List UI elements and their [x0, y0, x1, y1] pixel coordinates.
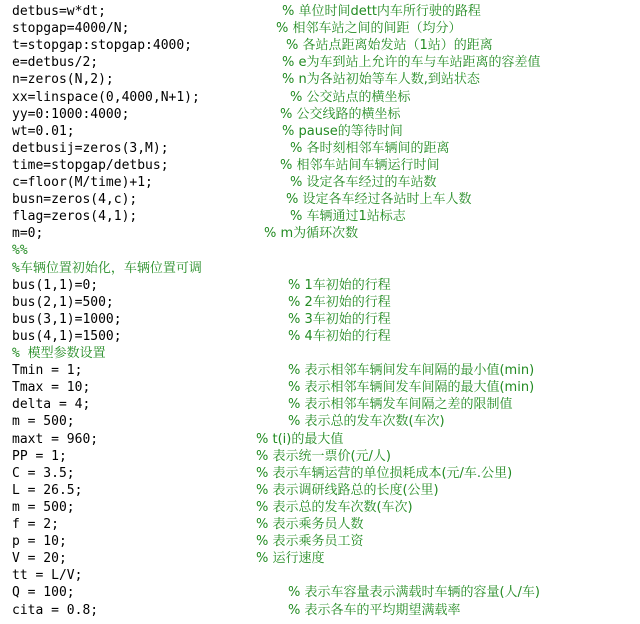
code-comment: % t(i)的最大值 — [256, 431, 344, 447]
code-text: time=stopgap/detbus; — [12, 157, 169, 173]
code-text: busn=zeros(4,c); — [12, 192, 138, 208]
code-comment: % 表示总的发车次数(车次) — [288, 414, 445, 430]
code-comment: % 表示调研线路总的长度(公里) — [256, 482, 439, 498]
code-text: detbusij=zeros(3,M); — [12, 140, 169, 156]
code-comment: % e为车到站上允许的车与车站距离的容差值 — [282, 55, 541, 71]
code-text: %% — [12, 243, 28, 259]
code-text: f = 2; — [12, 517, 59, 532]
code-text: xx=linspace(0,4000,N+1); — [12, 89, 200, 105]
code-comment: % n为各站初始等车人数,到站状态 — [282, 72, 480, 88]
code-text: bus(2,1)=500; — [12, 294, 114, 310]
code-comment: % 表示乘务员工资 — [256, 534, 364, 550]
code-text: flag=zeros(4,1); — [12, 209, 138, 225]
code-comment: % 表示统一票价(元/人) — [256, 448, 392, 464]
code-text: m = 500; — [12, 499, 75, 515]
code-text: m = 500; — [12, 414, 75, 430]
code-text: wt=0.01; — [12, 123, 75, 139]
code-text: Tmax = 10; — [12, 380, 91, 396]
code-text: c=floor(M/time)+1; — [12, 175, 153, 190]
code-text: C = 3.5; — [12, 465, 75, 481]
code-comment: % 各时刻相邻车辆间的距离 — [290, 140, 450, 156]
code-text: n=zeros(N,2); — [12, 72, 114, 88]
code-comment: % 1车初始的行程 — [288, 277, 391, 293]
code-text: % 模型参数设置 — [12, 346, 106, 361]
code-comment: % 相邻车站之间的间距（均分） — [276, 21, 462, 37]
code-comment: % pause的等待时间 — [282, 123, 403, 139]
code-text: stopgap=4000/N; — [12, 21, 130, 37]
code-text: t=stopgap:stopgap:4000; — [12, 38, 193, 54]
code-text: cita = 0.8; — [12, 602, 99, 618]
code-comment: % 表示相邻车辆间发车间隔的最小值(min) — [288, 363, 535, 379]
code-comment: % 3车初始的行程 — [288, 311, 391, 327]
code-comment: % 相邻车站间车辆运行时间 — [280, 157, 440, 173]
code-comment: % m为循环次数 — [264, 226, 359, 242]
code-text: Tmin = 1; — [12, 363, 83, 379]
code-comment: % 单位时间dett内车所行驶的路程 — [282, 4, 481, 19]
code-comment: % 表示车辆运营的单位损耗成本(元/车.公里) — [256, 465, 513, 481]
code-text: V = 20; — [12, 551, 67, 567]
code-text: Q = 100; — [12, 585, 75, 601]
code-comment: % 表示相邻车辆间发车间隔的最大值(min) — [288, 380, 535, 396]
code-comment: % 表示相邻车辆发车间隔之差的限制值 — [288, 397, 513, 413]
code-text: yy=0:1000:4000; — [12, 106, 130, 122]
code-text: bus(3,1)=1000; — [12, 311, 122, 327]
code-comment: % 表示车容量表示满载时车辆的容量(人/车) — [288, 585, 541, 601]
code-comment: % 表示乘务员人数 — [256, 517, 364, 532]
code-text: p = 10; — [12, 534, 67, 550]
code-comment: % 表示总的发车次数(车次) — [256, 499, 413, 515]
code-comment: % 2车初始的行程 — [288, 294, 391, 310]
code-comment: % 车辆通过1站标志 — [290, 209, 406, 225]
code-text: e=detbus/2; — [12, 55, 99, 71]
code-text: %车辆位置初始化，车辆位置可调 — [12, 260, 202, 276]
code-comment: % 表示各车的平均期望满载率 — [288, 602, 461, 618]
code-comment: % 4车初始的行程 — [288, 328, 391, 344]
code-text: maxt = 960; — [12, 431, 99, 447]
code-comment: % 设定各车经过各站时上车人数 — [286, 192, 472, 208]
code-line[interactable] — [0, 601, 640, 620]
code-text: m=0; — [12, 226, 44, 242]
code-text: tt = L/V; — [12, 568, 83, 584]
code-text: detbus=w*dt; — [12, 4, 106, 19]
code-comment: % 设定各车经过的车站数 — [290, 175, 437, 190]
code-text: L = 26.5; — [12, 482, 83, 498]
code-text: delta = 4; — [12, 397, 91, 413]
code-comment: % 公交线路的横坐标 — [280, 106, 401, 122]
code-comment: % 运行速度 — [256, 551, 325, 567]
code-text: bus(4,1)=1500; — [12, 328, 122, 344]
code-text: bus(1,1)=0; — [12, 277, 99, 293]
code-text: PP = 1; — [12, 448, 67, 464]
code-comment: % 公交站点的横坐标 — [290, 89, 411, 105]
code-comment: % 各站点距离始发站（1站）的距离 — [286, 38, 493, 54]
